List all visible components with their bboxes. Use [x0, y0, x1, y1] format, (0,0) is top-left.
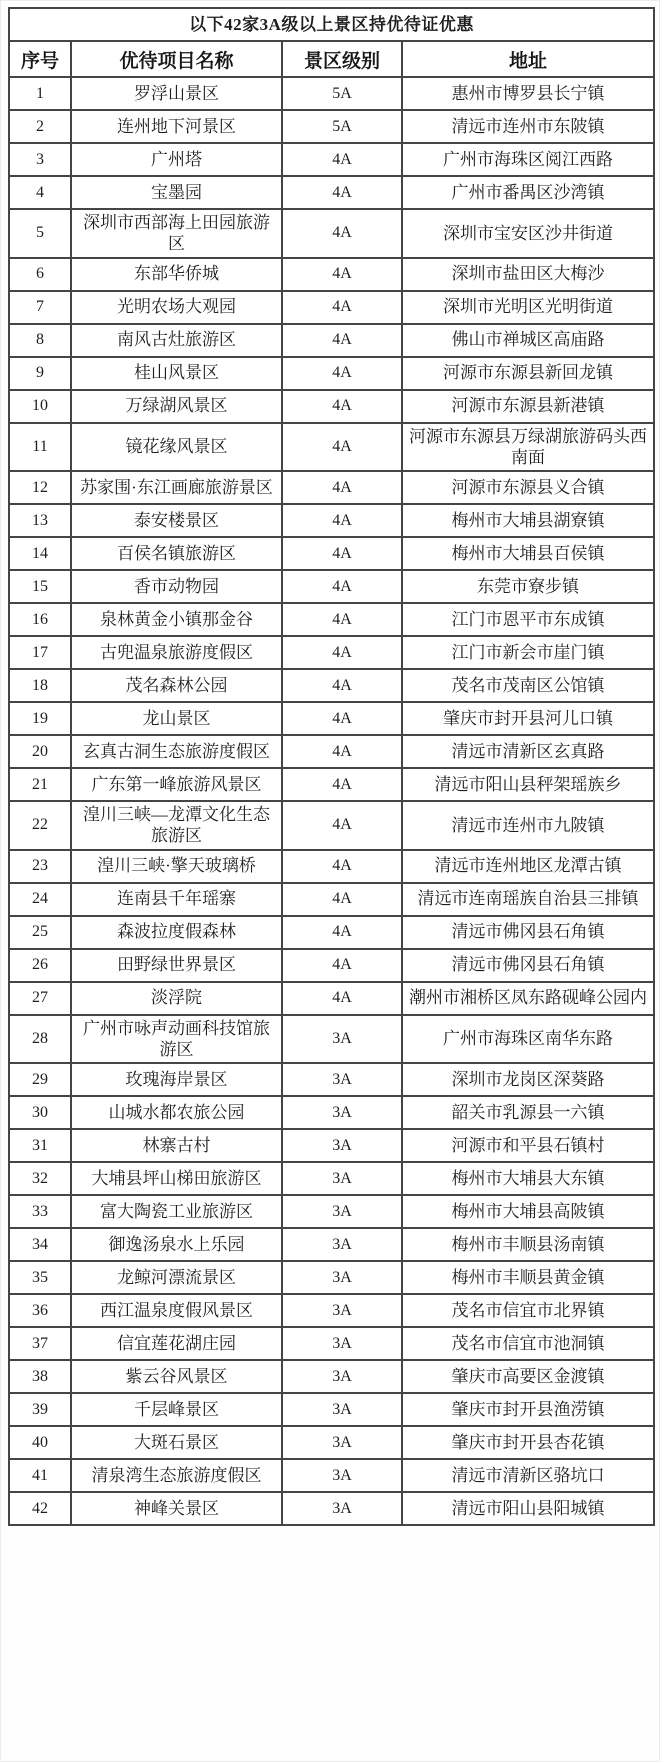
- cell-address: 广州市海珠区阅江西路: [402, 143, 654, 176]
- cell-serial-number: 16: [9, 603, 71, 636]
- cell-scenic-level: 3A: [282, 1492, 402, 1525]
- table-row: [9, 209, 654, 258]
- cell-scenic-level: 3A: [282, 1426, 402, 1459]
- cell-serial-number: 22: [9, 801, 71, 850]
- table-row: [9, 768, 654, 801]
- table-row: [9, 1261, 654, 1294]
- cell-attraction-name: 湟川三峡—龙潭文化生态旅游区: [71, 801, 282, 850]
- cell-scenic-level: 5A: [282, 110, 402, 143]
- cell-scenic-level: 3A: [282, 1459, 402, 1492]
- cell-scenic-level: 4A: [282, 916, 402, 949]
- cell-serial-number: 31: [9, 1129, 71, 1162]
- cell-scenic-level: 4A: [282, 291, 402, 324]
- cell-serial-number: 26: [9, 949, 71, 982]
- table-row: [9, 702, 654, 735]
- table-head: [9, 8, 654, 77]
- cell-scenic-level: 4A: [282, 423, 402, 472]
- cell-serial-number: 37: [9, 1327, 71, 1360]
- cell-serial-number: 9: [9, 357, 71, 390]
- cell-serial-number: 19: [9, 702, 71, 735]
- cell-scenic-level: 4A: [282, 324, 402, 357]
- cell-attraction-name: 龙山景区: [71, 702, 282, 735]
- cell-attraction-name: 桂山风景区: [71, 357, 282, 390]
- cell-attraction-name: 广州市咏声动画科技馆旅游区: [71, 1015, 282, 1064]
- cell-address: 茂名市茂南区公馆镇: [402, 669, 654, 702]
- cell-scenic-level: 3A: [282, 1096, 402, 1129]
- cell-attraction-name: 紫云谷风景区: [71, 1360, 282, 1393]
- cell-address: 肇庆市高要区金渡镇: [402, 1360, 654, 1393]
- header-row: [9, 41, 654, 77]
- cell-address: 清远市佛冈县石角镇: [402, 949, 654, 982]
- table-row: [9, 1195, 654, 1228]
- cell-attraction-name: 西江温泉度假风景区: [71, 1294, 282, 1327]
- cell-scenic-level: 4A: [282, 537, 402, 570]
- cell-attraction-name: 镜花缘风景区: [71, 423, 282, 472]
- column-header-address: 地址: [402, 41, 654, 77]
- cell-attraction-name: 宝墨园: [71, 176, 282, 209]
- cell-scenic-level: 3A: [282, 1015, 402, 1064]
- table-row: [9, 291, 654, 324]
- cell-address: 清远市连南瑶族自治县三排镇: [402, 883, 654, 916]
- table-row: [9, 1129, 654, 1162]
- cell-scenic-level: 4A: [282, 390, 402, 423]
- cell-serial-number: 25: [9, 916, 71, 949]
- cell-address: 广州市海珠区南华东路: [402, 1015, 654, 1064]
- cell-address: 深圳市光明区光明街道: [402, 291, 654, 324]
- table-row: [9, 1360, 654, 1393]
- cell-serial-number: 24: [9, 883, 71, 916]
- cell-attraction-name: 苏家围·东江画廊旅游景区: [71, 471, 282, 504]
- cell-scenic-level: 3A: [282, 1063, 402, 1096]
- cell-attraction-name: 大埔县坪山梯田旅游区: [71, 1162, 282, 1195]
- table-row: [9, 1096, 654, 1129]
- table-row: [9, 883, 654, 916]
- table-row: [9, 982, 654, 1015]
- cell-serial-number: 21: [9, 768, 71, 801]
- cell-scenic-level: 4A: [282, 949, 402, 982]
- cell-attraction-name: 龙鲸河漂流景区: [71, 1261, 282, 1294]
- table-row: [9, 949, 654, 982]
- table-row: [9, 735, 654, 768]
- cell-attraction-name: 万绿湖风景区: [71, 390, 282, 423]
- cell-scenic-level: 3A: [282, 1162, 402, 1195]
- cell-serial-number: 11: [9, 423, 71, 472]
- cell-serial-number: 41: [9, 1459, 71, 1492]
- cell-attraction-name: 林寨古村: [71, 1129, 282, 1162]
- cell-address: 梅州市大埔县百侯镇: [402, 537, 654, 570]
- table-row: [9, 850, 654, 883]
- table-row: [9, 504, 654, 537]
- table-row: [9, 570, 654, 603]
- cell-address: 河源市东源县新回龙镇: [402, 357, 654, 390]
- cell-address: 惠州市博罗县长宁镇: [402, 77, 654, 110]
- cell-scenic-level: 3A: [282, 1129, 402, 1162]
- cell-address: 河源市东源县义合镇: [402, 471, 654, 504]
- cell-address: 河源市和平县石镇村: [402, 1129, 654, 1162]
- cell-attraction-name: 广东第一峰旅游风景区: [71, 768, 282, 801]
- table-row: [9, 801, 654, 850]
- table-row: [9, 1426, 654, 1459]
- cell-serial-number: 20: [9, 735, 71, 768]
- cell-serial-number: 39: [9, 1393, 71, 1426]
- title-row: [9, 8, 654, 41]
- cell-address: 梅州市丰顺县黄金镇: [402, 1261, 654, 1294]
- page-title: 以下42家3A级以上景区持优待证优惠: [9, 8, 654, 41]
- cell-address: 潮州市湘桥区凤东路砚峰公园内: [402, 982, 654, 1015]
- cell-address: 肇庆市封开县渔涝镇: [402, 1393, 654, 1426]
- cell-scenic-level: 5A: [282, 77, 402, 110]
- cell-attraction-name: 山城水都农旅公园: [71, 1096, 282, 1129]
- cell-serial-number: 1: [9, 77, 71, 110]
- cell-serial-number: 10: [9, 390, 71, 423]
- cell-attraction-name: 湟川三峡·擎天玻璃桥: [71, 850, 282, 883]
- cell-address: 深圳市宝安区沙井街道: [402, 209, 654, 258]
- cell-address: 梅州市大埔县高陂镇: [402, 1195, 654, 1228]
- cell-address: 广州市番禺区沙湾镇: [402, 176, 654, 209]
- table-row: [9, 258, 654, 291]
- cell-address: 梅州市丰顺县汤南镇: [402, 1228, 654, 1261]
- cell-scenic-level: 4A: [282, 570, 402, 603]
- cell-serial-number: 5: [9, 209, 71, 258]
- table-row: [9, 669, 654, 702]
- cell-address: 清远市阳山县秤架瑶族乡: [402, 768, 654, 801]
- table-row: [9, 1063, 654, 1096]
- cell-scenic-level: 4A: [282, 669, 402, 702]
- table-row: [9, 1492, 654, 1525]
- table-row: [9, 77, 654, 110]
- cell-address: 东莞市寮步镇: [402, 570, 654, 603]
- cell-serial-number: 27: [9, 982, 71, 1015]
- cell-attraction-name: 泉林黄金小镇那金谷: [71, 603, 282, 636]
- cell-serial-number: 40: [9, 1426, 71, 1459]
- cell-attraction-name: 玄真古洞生态旅游度假区: [71, 735, 282, 768]
- table-row: [9, 423, 654, 472]
- cell-attraction-name: 泰安楼景区: [71, 504, 282, 537]
- cell-address: 茂名市信宜市北界镇: [402, 1294, 654, 1327]
- cell-address: 清远市连州市九陂镇: [402, 801, 654, 850]
- cell-serial-number: 6: [9, 258, 71, 291]
- table-row: [9, 1015, 654, 1064]
- cell-attraction-name: 罗浮山景区: [71, 77, 282, 110]
- column-header-no: 序号: [9, 41, 71, 77]
- cell-scenic-level: 4A: [282, 357, 402, 390]
- cell-scenic-level: 3A: [282, 1393, 402, 1426]
- cell-scenic-level: 3A: [282, 1360, 402, 1393]
- column-header-name: 优待项目名称: [71, 41, 282, 77]
- cell-scenic-level: 4A: [282, 883, 402, 916]
- cell-scenic-level: 4A: [282, 258, 402, 291]
- cell-scenic-level: 3A: [282, 1327, 402, 1360]
- cell-address: 清远市连州地区龙潭古镇: [402, 850, 654, 883]
- cell-scenic-level: 3A: [282, 1294, 402, 1327]
- cell-scenic-level: 3A: [282, 1261, 402, 1294]
- table-row: [9, 1327, 654, 1360]
- column-header-level: 景区级别: [282, 41, 402, 77]
- cell-scenic-level: 4A: [282, 850, 402, 883]
- cell-address: 清远市连州市东陂镇: [402, 110, 654, 143]
- cell-serial-number: 28: [9, 1015, 71, 1064]
- table-row: [9, 110, 654, 143]
- cell-attraction-name: 连州地下河景区: [71, 110, 282, 143]
- cell-attraction-name: 大斑石景区: [71, 1426, 282, 1459]
- cell-attraction-name: 千层峰景区: [71, 1393, 282, 1426]
- cell-serial-number: 29: [9, 1063, 71, 1096]
- cell-address: 江门市恩平市东成镇: [402, 603, 654, 636]
- cell-serial-number: 32: [9, 1162, 71, 1195]
- table-row: [9, 1294, 654, 1327]
- cell-attraction-name: 森波拉度假森林: [71, 916, 282, 949]
- cell-serial-number: 30: [9, 1096, 71, 1129]
- cell-scenic-level: 4A: [282, 982, 402, 1015]
- cell-address: 韶关市乳源县一六镇: [402, 1096, 654, 1129]
- table-body: [9, 77, 654, 1525]
- cell-attraction-name: 广州塔: [71, 143, 282, 176]
- cell-address: 河源市东源县新港镇: [402, 390, 654, 423]
- table-row: [9, 1162, 654, 1195]
- table-row: [9, 537, 654, 570]
- cell-scenic-level: 4A: [282, 209, 402, 258]
- table-row: [9, 471, 654, 504]
- cell-scenic-level: 4A: [282, 702, 402, 735]
- cell-attraction-name: 百侯名镇旅游区: [71, 537, 282, 570]
- cell-address: 佛山市禅城区高庙路: [402, 324, 654, 357]
- table-row: [9, 603, 654, 636]
- cell-address: 梅州市大埔县大东镇: [402, 1162, 654, 1195]
- cell-serial-number: 4: [9, 176, 71, 209]
- cell-attraction-name: 茂名森林公园: [71, 669, 282, 702]
- cell-attraction-name: 信宜莲花湖庄园: [71, 1327, 282, 1360]
- table-row: [9, 176, 654, 209]
- cell-serial-number: 12: [9, 471, 71, 504]
- table-row: [9, 143, 654, 176]
- table-row: [9, 1228, 654, 1261]
- cell-address: 河源市东源县万绿湖旅游码头西南面: [402, 423, 654, 472]
- cell-serial-number: 36: [9, 1294, 71, 1327]
- cell-serial-number: 38: [9, 1360, 71, 1393]
- cell-attraction-name: 香市动物园: [71, 570, 282, 603]
- cell-serial-number: 3: [9, 143, 71, 176]
- cell-attraction-name: 古兜温泉旅游度假区: [71, 636, 282, 669]
- table-row: [9, 636, 654, 669]
- cell-address: 清远市佛冈县石角镇: [402, 916, 654, 949]
- cell-address: 深圳市盐田区大梅沙: [402, 258, 654, 291]
- cell-serial-number: 34: [9, 1228, 71, 1261]
- cell-serial-number: 23: [9, 850, 71, 883]
- table-row: [9, 324, 654, 357]
- cell-scenic-level: 4A: [282, 801, 402, 850]
- cell-serial-number: 13: [9, 504, 71, 537]
- table-row: [9, 390, 654, 423]
- cell-attraction-name: 神峰关景区: [71, 1492, 282, 1525]
- cell-attraction-name: 御逸汤泉水上乐园: [71, 1228, 282, 1261]
- cell-scenic-level: 4A: [282, 176, 402, 209]
- cell-address: 深圳市龙岗区深葵路: [402, 1063, 654, 1096]
- cell-address: 清远市阳山县阳城镇: [402, 1492, 654, 1525]
- cell-serial-number: 14: [9, 537, 71, 570]
- table-row: [9, 1459, 654, 1492]
- cell-scenic-level: 4A: [282, 636, 402, 669]
- cell-serial-number: 33: [9, 1195, 71, 1228]
- cell-address: 清远市清新区骆坑口: [402, 1459, 654, 1492]
- cell-attraction-name: 清泉湾生态旅游度假区: [71, 1459, 282, 1492]
- cell-attraction-name: 富大陶瓷工业旅游区: [71, 1195, 282, 1228]
- cell-attraction-name: 淡浮院: [71, 982, 282, 1015]
- cell-serial-number: 8: [9, 324, 71, 357]
- table-row: [9, 1393, 654, 1426]
- cell-address: 肇庆市封开县杏花镇: [402, 1426, 654, 1459]
- cell-scenic-level: 4A: [282, 143, 402, 176]
- cell-address: 梅州市大埔县湖寮镇: [402, 504, 654, 537]
- cell-scenic-level: 3A: [282, 1228, 402, 1261]
- cell-address: 茂名市信宜市池洞镇: [402, 1327, 654, 1360]
- cell-attraction-name: 玫瑰海岸景区: [71, 1063, 282, 1096]
- table-row: [9, 357, 654, 390]
- cell-serial-number: 2: [9, 110, 71, 143]
- cell-scenic-level: 4A: [282, 768, 402, 801]
- cell-attraction-name: 东部华侨城: [71, 258, 282, 291]
- cell-scenic-level: 4A: [282, 471, 402, 504]
- table-row: [9, 916, 654, 949]
- scenic-area-discount-table: [8, 7, 655, 1526]
- cell-attraction-name: 田野绿世界景区: [71, 949, 282, 982]
- cell-address: 肇庆市封开县河儿口镇: [402, 702, 654, 735]
- cell-attraction-name: 光明农场大观园: [71, 291, 282, 324]
- cell-scenic-level: 4A: [282, 735, 402, 768]
- cell-attraction-name: 南风古灶旅游区: [71, 324, 282, 357]
- cell-serial-number: 42: [9, 1492, 71, 1525]
- cell-address: 江门市新会市崖门镇: [402, 636, 654, 669]
- cell-serial-number: 17: [9, 636, 71, 669]
- cell-scenic-level: 4A: [282, 504, 402, 537]
- cell-scenic-level: 4A: [282, 603, 402, 636]
- cell-serial-number: 35: [9, 1261, 71, 1294]
- cell-serial-number: 15: [9, 570, 71, 603]
- cell-attraction-name: 深圳市西部海上田园旅游区: [71, 209, 282, 258]
- cell-attraction-name: 连南县千年瑶寨: [71, 883, 282, 916]
- cell-address: 清远市清新区玄真路: [402, 735, 654, 768]
- cell-serial-number: 7: [9, 291, 71, 324]
- cell-serial-number: 18: [9, 669, 71, 702]
- cell-scenic-level: 3A: [282, 1195, 402, 1228]
